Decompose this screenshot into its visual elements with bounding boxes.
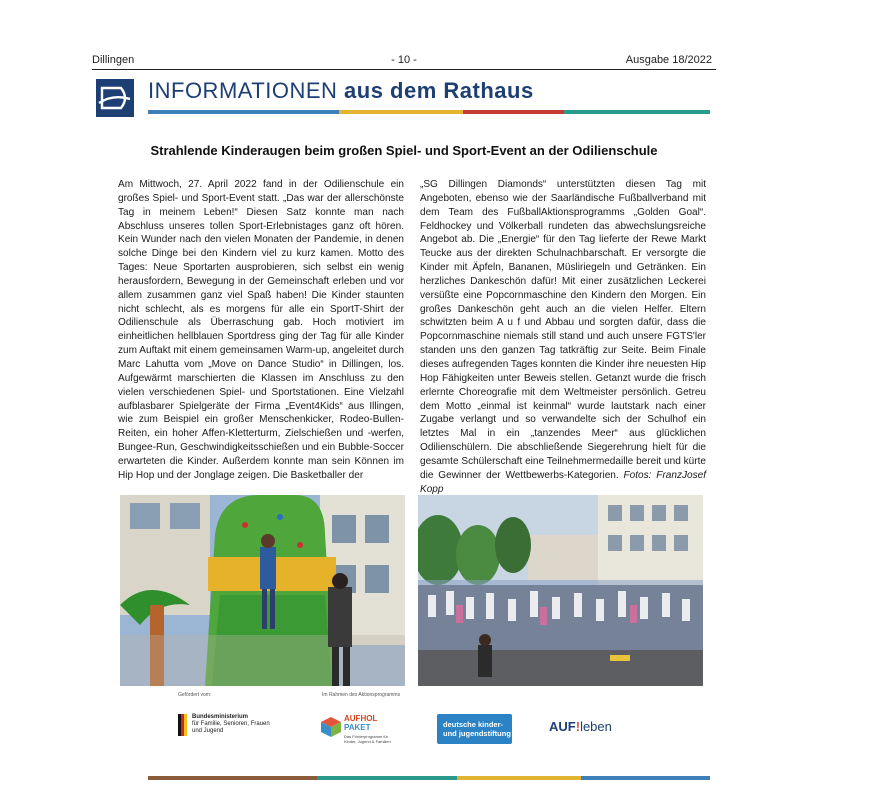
bar-segment-blue bbox=[581, 776, 710, 780]
banner-color-bar bbox=[148, 110, 710, 114]
bar-segment-yellow bbox=[339, 110, 463, 114]
bar-segment-blue bbox=[148, 110, 339, 114]
program-caption: Im Rahmen des Aktionsprogramms bbox=[322, 692, 401, 698]
header-rule bbox=[92, 69, 716, 70]
logo-aufholpaket bbox=[320, 714, 390, 754]
bar-segment-red bbox=[463, 110, 564, 114]
german-flag-icon bbox=[178, 714, 188, 736]
banner-label: INFORMATIONEN bbox=[148, 78, 345, 103]
article-column-right-text: „SG Dillingen Diamonds“ unterstützten diesen Tag mit Angeboten, ebenso wie der Saarländische Fußballverband mit dem Team des FußballAktionsprogramms „Golden Goal“. Feldhockey und Völkerball rundeten das abwechslungsreiche Angebot ab. Die „Energie“ für den Tag lieferte der Rewe Markt Teucke aus der direkten Schulnachbarschaft. Er versorgte die Kinder mit Äpfeln, Bananen, Müsliriegeln und Getränken. Ein herzliches Dankeschön dafür! Mit einer zusätzlichen Leckerei versüßte eine Popcornmaschine den Kindern den Morgen. Ein großes Dankeschön geht auch an die vielen Helfer. Eltern schwitzten beim A u f und Abbau und sorgten dafür, dass die Popcornmaschine niemals still stand und auch unsere FGTS'ler standen uns den ganzen Tag tatkräftig zur Seite. Beim Finale dieses aufregenden Tages konnten die Kinder ihre neuesten Hip Hop Fähigkeiten unter Beweis stellen. Getanzt wurde die frisch erlernte Choreografie mit dem Weltmeister persönlich. Getreu dem Motto „einmal ist keinmal“ wurde lautstark nach einer Zugabe verlangt und so verwandelte sich der Schulhof ein letztes Mal in ein „tanzendes Meer“ aus glücklichen Odilienschülern. Die abschließende Siegerehrung hielt für die gesamte Schülerschaft eine Teilnehmermedaille bereit und kürte die Gewinner der Wettbewerbs-Kategorien. bbox=[420, 179, 706, 481]
aufleben-c: leben bbox=[580, 719, 612, 734]
logo-aufleben bbox=[549, 719, 612, 734]
photo-schoolyard-dance bbox=[418, 495, 703, 686]
logo-bmfsfj bbox=[178, 714, 288, 740]
aufholpaket-cube-icon bbox=[320, 716, 342, 738]
funding-caption: Gefördert vom: bbox=[178, 692, 212, 698]
bmfsfj-line2: für Familie, Senioren, Frauen bbox=[192, 721, 270, 727]
article-headline: Strahlende Kinderaugen beim großen Spiel- und Sport-Event an der Odilienschule bbox=[150, 143, 658, 158]
bar-segment-brown bbox=[148, 776, 317, 780]
aufleben-exclaim: ! bbox=[575, 719, 581, 734]
bmfsfj-line3: und Jugend bbox=[192, 728, 224, 734]
article-column-right bbox=[420, 178, 706, 496]
section-banner bbox=[148, 78, 534, 104]
photo-climbing-tower bbox=[120, 495, 405, 686]
aufholpaket-word1: AUFHOL bbox=[344, 714, 378, 723]
photo-credit: Fotos: FranzJosef Kopp bbox=[420, 469, 706, 495]
aufholpaket-sub2: Kinder, Jugend & Familien bbox=[344, 739, 391, 744]
bmfsfj-name: Bundesministerium bbox=[192, 714, 249, 720]
aufholpaket-word2: PAKET bbox=[344, 723, 371, 732]
dkjs-line1: deutsche kinder- bbox=[443, 720, 504, 729]
bar-segment-teal bbox=[317, 776, 458, 780]
bar-segment-yellow bbox=[457, 776, 581, 780]
article-column-left: Am Mittwoch, 27. April 2022 fand in der Odilienschule ein großes Spiel- und Sport-Event statt. „Das war der allerschönste Tag in meinem Leben!“ Diesen Satz konnte man nach Abschluss unseres tollen Sport-Erlebnistages ganz oft hören. Kein Wunder nach den vielen Monaten der Pandemie, in denen solche Dinge bei den Kindern viel zu kurz kamen. Motto des Tages: Neue Sportarten ausprobieren, sich selbst ein wenig herausfordern, Bewegung in der Gemeinschaft erleben und vor allem zusammen ganz viel Spaß haben! Die Kinder staunten nicht schlecht, als es morgens für alle ein SportT-Shirt der Odilienschule als Überraschung gab. Hoch motiviert im einheitlichen hellblauen Sportdress ging der Tag für alle Kinder zum Auftakt mit einem gemeinsamen Warm-up, angeleitet durch Marc Lahutta vom „Move on Dance Studio“ in Dillingen, los. Aufgewärmt marschierten die Klassen im Anschluss zu den vielen verschiedenen Spiel- und Sportstationen. Eine Vielzahl aufblasbarer Spielgeräte der Firma „Event4Kids“ aus Illingen, wie zum Beispiel ein großer Menschenkicker, Rodeo-Bullen-Reiten, ein hoher Affen-Kletterturm, Zielschießen und -werfen, Bungee-Run, Geschwindigkeitsschießen und ein Bubble-Soccer erwarteten die Kinder. Außerdem konnte man sein Können im Hip Hop und der Jonglage zeigen. Die Basketballer der bbox=[118, 179, 404, 481]
header-page-number: - 10 - bbox=[391, 54, 417, 66]
footer-color-bar bbox=[148, 776, 710, 780]
running-header bbox=[92, 54, 716, 70]
dkjs-line2: und jugendstiftung bbox=[443, 729, 511, 738]
banner-label-bold: aus dem Rathaus bbox=[344, 78, 534, 103]
aufholpaket-sub1: Das Förderprogramm für bbox=[344, 734, 389, 739]
header-town: Dillingen bbox=[92, 54, 135, 66]
city-logo-icon bbox=[96, 79, 134, 117]
aufleben-a: AUF bbox=[549, 719, 576, 734]
bar-segment-teal bbox=[564, 110, 710, 114]
header-issue: Ausgabe 18/2022 bbox=[625, 54, 712, 66]
logo-dkjs bbox=[437, 714, 512, 744]
